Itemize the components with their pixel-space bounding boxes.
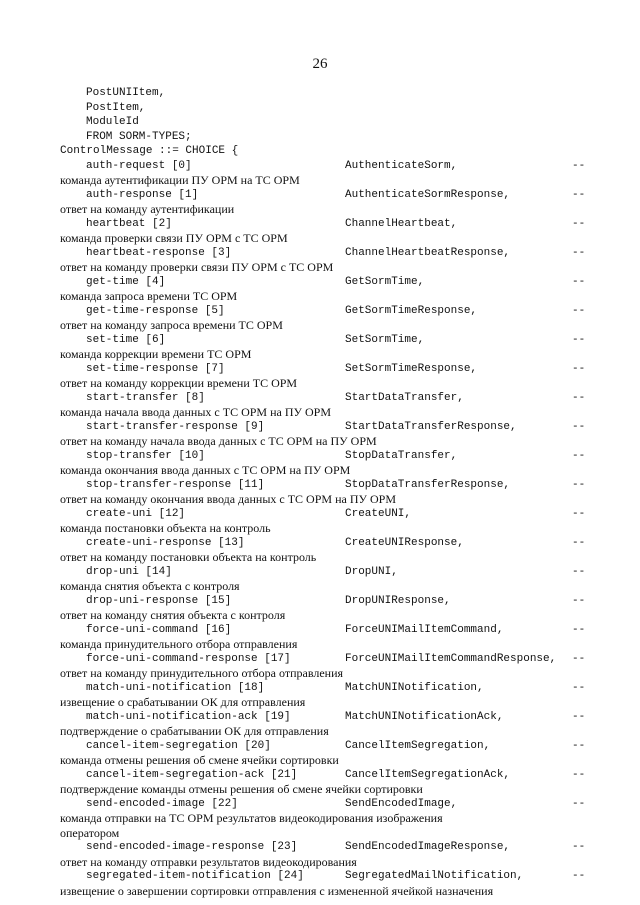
comment-line: [0, 695, 640, 709]
comment-text: извещение о срабатывании ОК для отправления: [60, 695, 306, 709]
comment-text: команда начала ввода данных с ТС ОРМ на ПУ ОРМ: [60, 405, 331, 419]
field-name: start-transfer [8]: [86, 391, 205, 404]
choice-entry: [0, 246, 640, 260]
field-name: match-uni-notification-ack [19]: [86, 710, 291, 723]
comment-line: [0, 666, 640, 680]
comment-text: оператором: [60, 825, 120, 840]
header-line: [0, 144, 640, 158]
comment-marker: --: [572, 275, 586, 288]
comment-marker: --: [572, 768, 586, 781]
comment-line: [0, 347, 640, 361]
choice-entry: [0, 188, 640, 202]
comment-line: [0, 826, 640, 840]
comment-line: [0, 724, 640, 738]
comment-marker: --: [572, 710, 586, 723]
comment-marker: --: [572, 507, 586, 520]
field-name: set-time [6]: [86, 333, 166, 346]
field-name: set-time-response [7]: [86, 362, 225, 375]
comment-text: команда запроса времени ТС ОРМ: [60, 289, 238, 303]
field-name: match-uni-notification [18]: [86, 681, 265, 694]
comment-text: извещение о завершении сортировки отправления с измененной ячейкой назначения: [60, 883, 494, 898]
choice-entry: [0, 159, 640, 173]
field-name: stop-transfer [10]: [86, 449, 205, 462]
header-text: ControlMessage ::= CHOICE {: [60, 145, 239, 157]
comment-line: [0, 202, 640, 216]
field-name: force-uni-command [16]: [86, 623, 232, 636]
field-name: create-uni-response [13]: [86, 536, 245, 549]
type-name: SegregatedMailNotification,: [345, 870, 524, 882]
header-text: FROM SORM-TYPES;: [86, 130, 192, 143]
type-name: SendEncodedImage,: [345, 797, 458, 810]
comment-line: [0, 260, 640, 274]
header-line: [0, 130, 640, 144]
type-name: ForceUNIMailItemCommand,: [345, 623, 504, 636]
comment-line: [0, 753, 640, 767]
comment-marker: --: [572, 362, 586, 375]
comment-marker: --: [572, 246, 586, 259]
type-name: CancelItemSegregationAck,: [345, 768, 511, 781]
comment-marker: --: [572, 536, 586, 549]
type-name: MatchUNINotificationAck,: [345, 710, 504, 723]
comment-line: [0, 231, 640, 245]
comment-text: команда принудительного отбора отправления: [60, 637, 298, 651]
choice-entry: [0, 594, 640, 608]
page-number: 26: [312, 56, 328, 72]
choice-entry: [0, 536, 640, 550]
type-name: DropUNI,: [345, 565, 398, 578]
field-name: auth-request [0]: [86, 159, 192, 172]
choice-entry: [0, 840, 640, 854]
comment-text: ответ на команду отправки результатов видеокодирования: [60, 854, 357, 869]
comment-text: команда отправки на ТС ОРМ результатов видеокодирования изображения: [60, 811, 443, 825]
choice-entry: [0, 797, 640, 811]
field-name: heartbeat-response [3]: [86, 246, 232, 259]
type-name: ChannelHeartbeatResponse,: [345, 246, 511, 259]
choice-entry: [0, 507, 640, 521]
choice-entry: [0, 362, 640, 376]
type-name: DropUNIResponse,: [345, 594, 451, 607]
field-name: start-transfer-response [9]: [86, 420, 265, 433]
type-name: StopDataTransferResponse,: [345, 478, 511, 491]
comment-text: ответ на команду коррекции времени ТС ОРМ: [60, 376, 298, 390]
comment-line: [0, 318, 640, 332]
choice-entry: [0, 710, 640, 724]
type-name: AuthenticateSorm,: [345, 159, 458, 172]
comment-line: [0, 637, 640, 651]
header-line: [0, 101, 640, 115]
field-name: drop-uni [14]: [86, 565, 172, 578]
choice-entry: [0, 304, 640, 318]
type-name: MatchUNINotification,: [345, 681, 484, 694]
type-name: CreateUNI,: [345, 507, 412, 520]
comment-line: [0, 492, 640, 506]
comment-line: [0, 173, 640, 187]
comment-text: команда коррекции времени ТС ОРМ: [60, 347, 252, 361]
field-name: force-uni-command-response [17]: [86, 652, 291, 665]
field-name: cancel-item-segregation [20]: [86, 739, 271, 752]
comment-marker: --: [572, 333, 586, 346]
type-name: CreateUNIResponse,: [345, 536, 464, 549]
comment-text: команда отмены решения об смене ячейки сортировки: [60, 753, 339, 767]
field-name: auth-response [1]: [86, 188, 199, 201]
comment-text: подтверждение о срабатывании ОК для отправления: [60, 724, 329, 738]
field-name: cancel-item-segregation-ack [21]: [86, 768, 298, 781]
comment-line: [0, 855, 640, 869]
comment-line: [0, 405, 640, 419]
comment-marker: --: [572, 623, 586, 636]
comment-marker: --: [572, 188, 586, 201]
comment-marker: --: [572, 870, 586, 882]
comment-text: команда проверки связи ПУ ОРМ с ТС ОРМ: [60, 231, 288, 245]
comment-line: [0, 884, 640, 898]
comment-text: ответ на команду окончания ввода данных с ТС ОРМ на ПУ ОРМ: [60, 492, 396, 506]
field-name: drop-uni-response [15]: [86, 594, 232, 607]
type-name: StartDataTransferResponse,: [345, 420, 517, 433]
type-name: GetSormTime,: [345, 275, 425, 288]
header-text: ModuleId: [86, 116, 139, 128]
choice-entry: [0, 623, 640, 637]
code-listing: [0, 86, 640, 898]
comment-text: ответ на команду принудительного отбора отправления: [60, 666, 344, 680]
type-name: AuthenticateSormResponse,: [345, 188, 511, 201]
comment-line: [0, 463, 640, 477]
type-name: StopDataTransfer,: [345, 449, 458, 462]
header-text: PostItem,: [86, 101, 146, 114]
type-name: ForceUNIMailItemCommandResponse,: [345, 652, 557, 665]
field-name: send-encoded-image-response [23]: [86, 841, 298, 853]
field-name: stop-transfer-response [11]: [86, 478, 265, 491]
choice-entry: [0, 565, 640, 579]
comment-line: [0, 608, 640, 622]
comment-marker: --: [572, 797, 586, 810]
field-name: segregated-item-notification [24]: [86, 870, 304, 882]
choice-entry: [0, 217, 640, 231]
type-name: CancelItemSegregation,: [345, 739, 491, 752]
comment-line: [0, 782, 640, 796]
comment-marker: --: [572, 565, 586, 578]
choice-entry: [0, 768, 640, 782]
header-text: PostUNIItem,: [86, 87, 166, 99]
comment-text: подтверждение команды отмены решения об смене ячейки сортировки: [60, 782, 423, 796]
comment-marker: --: [572, 681, 586, 694]
comment-text: ответ на команду проверки связи ПУ ОРМ с ТС ОРМ: [60, 260, 334, 274]
field-name: get-time-response [5]: [86, 304, 225, 317]
comment-text: ответ на команду снятия объекта с контроля: [60, 608, 286, 622]
comment-marker: --: [572, 420, 586, 433]
choice-entry: [0, 333, 640, 347]
comment-text: команда аутентификации ПУ ОРМ на ТС ОРМ: [60, 173, 300, 187]
comment-text: ответ на команду запроса времени ТС ОРМ: [60, 318, 283, 332]
field-name: get-time [4]: [86, 275, 166, 288]
comment-line: [0, 376, 640, 390]
comment-text: команда постановки объекта на контроль: [60, 521, 271, 535]
header-line: [0, 115, 640, 129]
type-name: SetSormTime,: [345, 333, 425, 346]
comment-marker: --: [572, 739, 586, 752]
choice-entry: [0, 652, 640, 666]
comment-text: ответ на команду постановки объекта на контроль: [60, 550, 317, 564]
choice-entry: [0, 869, 640, 883]
choice-entry: [0, 739, 640, 753]
comment-line: [0, 521, 640, 535]
choice-entry: [0, 391, 640, 405]
choice-entry: [0, 420, 640, 434]
comment-marker: --: [572, 391, 586, 404]
type-name: SendEncodedImageResponse,: [345, 841, 511, 853]
comment-text: ответ на команду аутентификации: [60, 202, 235, 216]
type-name: StartDataTransfer,: [345, 391, 464, 404]
comment-text: ответ на команду начала ввода данных с ТС ОРМ на ПУ ОРМ: [60, 434, 377, 448]
comment-text: команда окончания ввода данных с ТС ОРМ на ПУ ОРМ: [60, 463, 351, 477]
comment-marker: --: [572, 304, 586, 317]
comment-marker: --: [572, 449, 586, 462]
comment-marker: --: [572, 159, 586, 172]
comment-line: [0, 289, 640, 303]
type-name: SetSormTimeResponse,: [345, 362, 478, 375]
comment-marker: --: [572, 841, 586, 853]
choice-entry: [0, 478, 640, 492]
field-name: heartbeat [2]: [86, 217, 172, 230]
header-line: [0, 86, 640, 100]
field-name: create-uni [12]: [86, 507, 186, 520]
comment-marker: --: [572, 594, 586, 607]
comment-marker: --: [572, 217, 586, 230]
choice-entry: [0, 275, 640, 289]
comment-line: [0, 811, 640, 825]
type-name: GetSormTimeResponse,: [345, 304, 478, 317]
comment-line: [0, 434, 640, 448]
choice-entry: [0, 449, 640, 463]
comment-marker: --: [572, 478, 586, 491]
comment-marker: --: [572, 652, 586, 665]
comment-line: [0, 579, 640, 593]
type-name: ChannelHeartbeat,: [345, 217, 458, 230]
comment-line: [0, 550, 640, 564]
choice-entry: [0, 681, 640, 695]
comment-text: команда снятия объекта с контроля: [60, 579, 240, 593]
field-name: send-encoded-image [22]: [86, 797, 238, 810]
